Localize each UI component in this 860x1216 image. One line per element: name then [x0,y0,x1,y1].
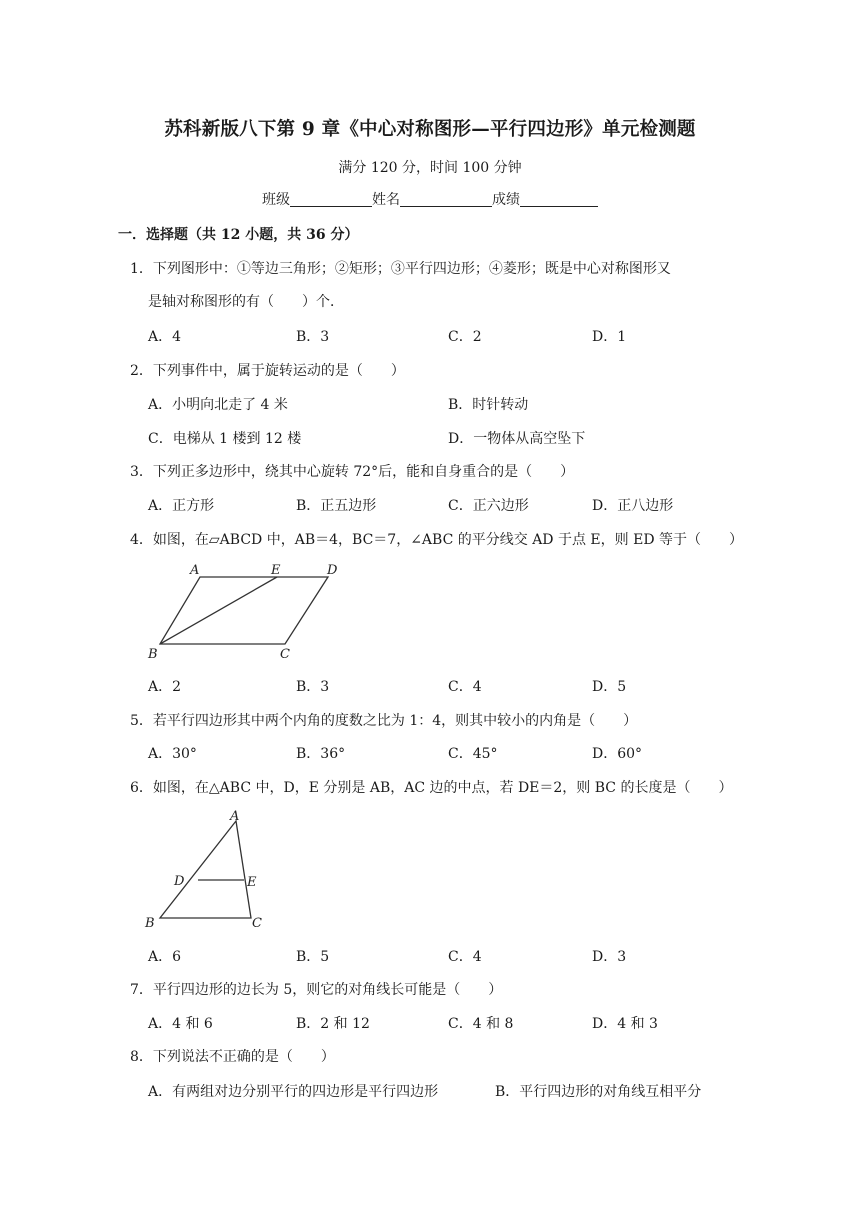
question-3-text: 3．下列正多边形中，绕其中心旋转 72°后，能和自身重合的是（ ） [130,464,575,480]
vertex-label-b: B [145,916,155,931]
question-6-text: 6．如图，在△ABC 中，D，E 分别是 AB，AC 边的中点，若 DE＝2，则 BC 的长度是（ ） [130,780,733,796]
parallelogram-figure [140,558,350,666]
q5-option-c[interactable]: C．45° [448,746,498,762]
section-heading: 一．选择题（共 12 小题，共 36 分） [118,227,359,243]
student-info-line [0,189,860,209]
q4-option-a[interactable]: A．2 [148,679,182,695]
question-5-text: 5．若平行四边形其中两个内角的度数之比为 1：4，则其中较小的内角是（ ） [130,713,638,729]
q7-option-b[interactable]: B．2 和 12 [296,1016,370,1032]
q6-option-b[interactable]: B．5 [296,949,330,965]
vertex-label-b: B [148,647,158,662]
vertex-label-e: E [271,563,281,578]
name-label: 姓名 [372,192,400,208]
q4-option-d[interactable]: D．5 [592,679,627,695]
vertex-label-a: A [190,563,200,578]
q1-option-d[interactable]: D．1 [592,329,627,345]
angle-bisector-be [160,577,277,644]
q5-option-b[interactable]: B．36° [296,746,346,762]
vertex-label-e: E [247,875,257,890]
q7-option-a[interactable]: A．4 和 6 [148,1016,213,1032]
q8-option-b[interactable]: B．平行四边形的对角线互相平分 [495,1084,702,1100]
q1-option-c[interactable]: C．2 [448,329,482,345]
class-label: 班级 [262,192,290,208]
q6-option-a[interactable]: A．6 [148,949,182,965]
question-8-text: 8．下列说法不正确的是（ ） [130,1049,335,1065]
triangle-figure [140,808,270,932]
q3-option-d[interactable]: D．正八边形 [592,498,674,514]
vertex-label-d: D [174,874,185,889]
q1-option-a[interactable]: A．4 [148,329,182,345]
question-7-text: 7．平行四边形的边长为 5，则它的对角线长可能是（ ） [130,982,503,998]
q3-option-c[interactable]: C．正六边形 [448,498,529,514]
question-1-text: 1．下列图形中：①等边三角形；②矩形；③平行四边形；④菱形；既是中心对称图形又 [130,261,671,277]
score-blank[interactable] [520,192,598,207]
q6-option-c[interactable]: C．4 [448,949,482,965]
vertex-label-c: C [280,647,290,662]
q3-option-a[interactable]: A．正方形 [148,498,215,514]
exam-info: 满分 120 分，时间 100 分钟 [338,160,522,176]
vertex-label-a: A [230,809,240,824]
q2-option-b[interactable]: B．时针转动 [448,397,529,413]
q6-option-d[interactable]: D．3 [592,949,627,965]
q7-option-d[interactable]: D．4 和 3 [592,1016,658,1032]
question-1-text-cont: 是轴对称图形的有（ ）个． [148,294,344,310]
q1-option-b[interactable]: B．3 [296,329,330,345]
vertex-label-c: C [252,916,262,931]
question-4-text: 4．如图，在▱ABCD 中，AB＝4，BC＝7，∠ABC 的平分线交 AD 于点 E，则 ED 等于（ ） [130,532,743,548]
q5-option-a[interactable]: A．30° [148,746,197,762]
q5-option-d[interactable]: D．60° [592,746,643,762]
q2-option-d[interactable]: D．一物体从高空坠下 [448,431,586,447]
q7-option-c[interactable]: C．4 和 8 [448,1016,514,1032]
q8-option-a[interactable]: A．有两组对边分别平行的四边形是平行四边形 [148,1084,439,1100]
parallelogram-abcd [160,577,328,644]
class-blank[interactable] [290,192,372,207]
q4-option-b[interactable]: B．3 [296,679,330,695]
q4-option-c[interactable]: C．4 [448,679,482,695]
vertex-label-d: D [327,563,338,578]
triangle-abc [160,821,251,918]
q2-option-a[interactable]: A．小明向北走了 4 米 [148,397,288,413]
q3-option-b[interactable]: B．正五边形 [296,498,377,514]
q2-option-c[interactable]: C．电梯从 1 楼到 12 楼 [148,431,302,447]
page-title: 苏科新版八下第 9 章《中心对称图形—平行四边形》单元检测题 [164,119,696,140]
name-blank[interactable] [400,192,492,207]
question-2-text: 2．下列事件中，属于旋转运动的是（ ） [130,363,405,379]
score-label: 成绩 [492,192,520,208]
